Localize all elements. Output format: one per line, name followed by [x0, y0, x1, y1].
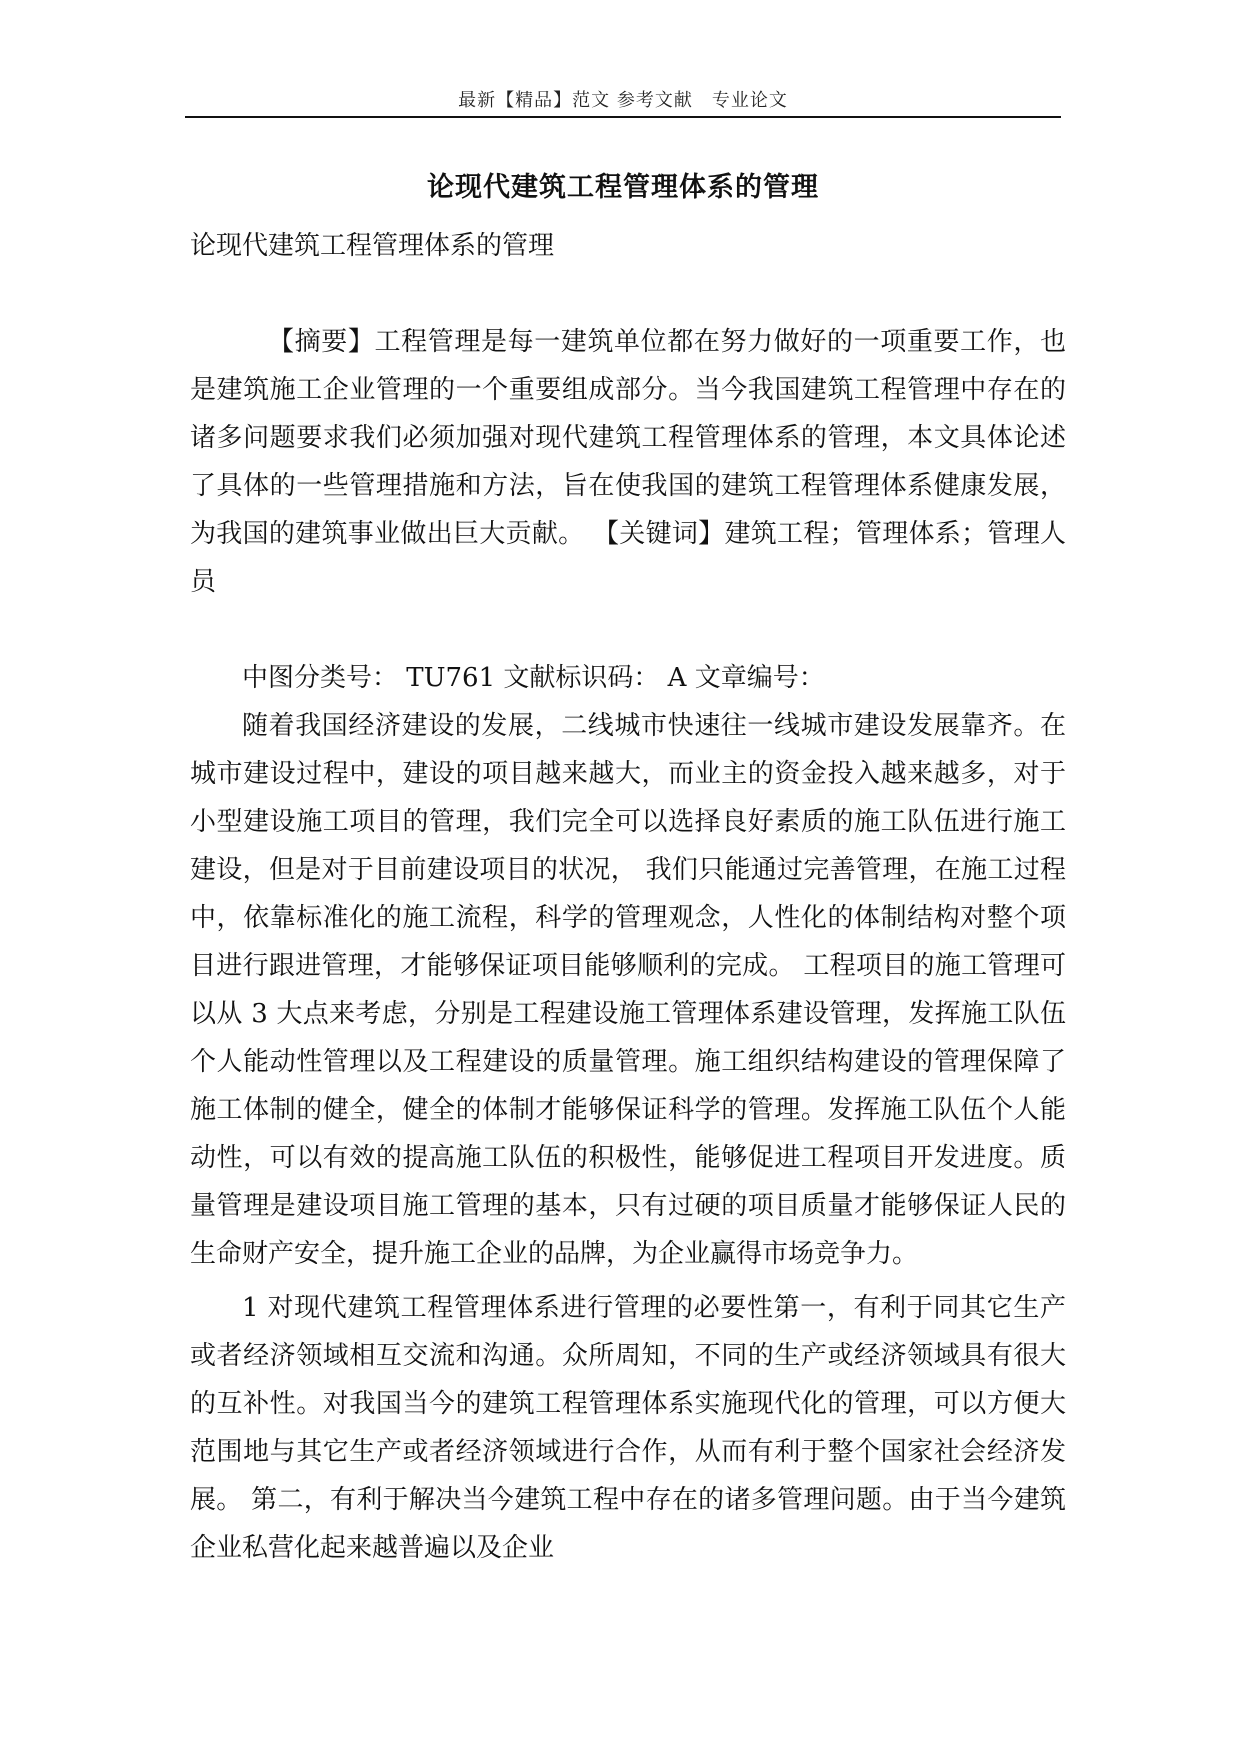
- running-header: 最新【精品】范文 参考文献 专业论文: [458, 90, 788, 111]
- body-paragraph-2: 1 对现代建筑工程管理体系进行管理的必要性第一，有利于同其它生产或者经济领域相互交流和沟通。众所周知，不同的生产或经济领域具有很大的互补性。对我国当今的建筑工程管理体系实施现代化的管理，可以方便大范围地与其它生产或者经济领域进行合作，从而有利于整个国家社会经济发展。 第二，有利于解决当今建筑工程中存在的诸多管理问题。由于当今建筑企业私营化起来越普遍以及企业: [190, 1293, 1066, 1563]
- document-body: [190, 222, 1066, 1572]
- paragraph-spacer: [190, 606, 1066, 654]
- document-subtitle: 论现代建筑工程管理体系的管理: [190, 231, 555, 261]
- header-divider: [185, 116, 1061, 118]
- abstract-paragraph: 【摘要】工程管理是每一建筑单位都在努力做好的一项重要工作，也是建筑施工企业管理的一个重要组成部分。当今我国建筑工程管理中存在的诸多问题要求我们必须加强对现代建筑工程管理体系的管理，本文具体论述了具体的一些管理措施和方法，旨在使我国的建筑工程管理体系健康发展，为我国的建筑事业做出巨大贡献。 【关键词】建筑工程；管理体系；管理人员: [190, 327, 1067, 597]
- document-title: 论现代建筑工程管理体系的管理: [427, 172, 819, 203]
- body-paragraph-1: 随着我国经济建设的发展，二线城市快速往一线城市建设发展靠齐。在城市建设过程中，建设的项目越来越大，而业主的资金投入越来越多，对于小型建设施工项目的管理，我们完全可以选择良好素质的施工队伍进行施工建设，但是对于目前建设项目的状况， 我们只能通过完善管理，在施工过程中，依靠标准化的施工流程，科学的管理观念，人性化的体制结构对整个项目进行跟进管理，才能够保证项目能够顺利的完成。 工程项目的施工管理可以从 3 大点来考虑，分别是工程建设施工管理体系建设管理，发挥施工队伍个人能动性管理以及工程建设的质量管理。施工组织结构建设的管理保障了施工体制的健全，健全的体制才能够保证科学的管理。发挥施工队伍个人能动性，可以有效的提高施工队伍的积极性，能够促进工程项目开发进度。质量管理是建设项目施工管理的基本，只有过硬的项目质量才能够保证人民的生命财产安全，提升施工企业的品牌，为企业赢得市场竞争力。: [190, 711, 1066, 1269]
- classification-line: 中图分类号： TU761 文献标识码： A 文章编号：: [242, 663, 825, 693]
